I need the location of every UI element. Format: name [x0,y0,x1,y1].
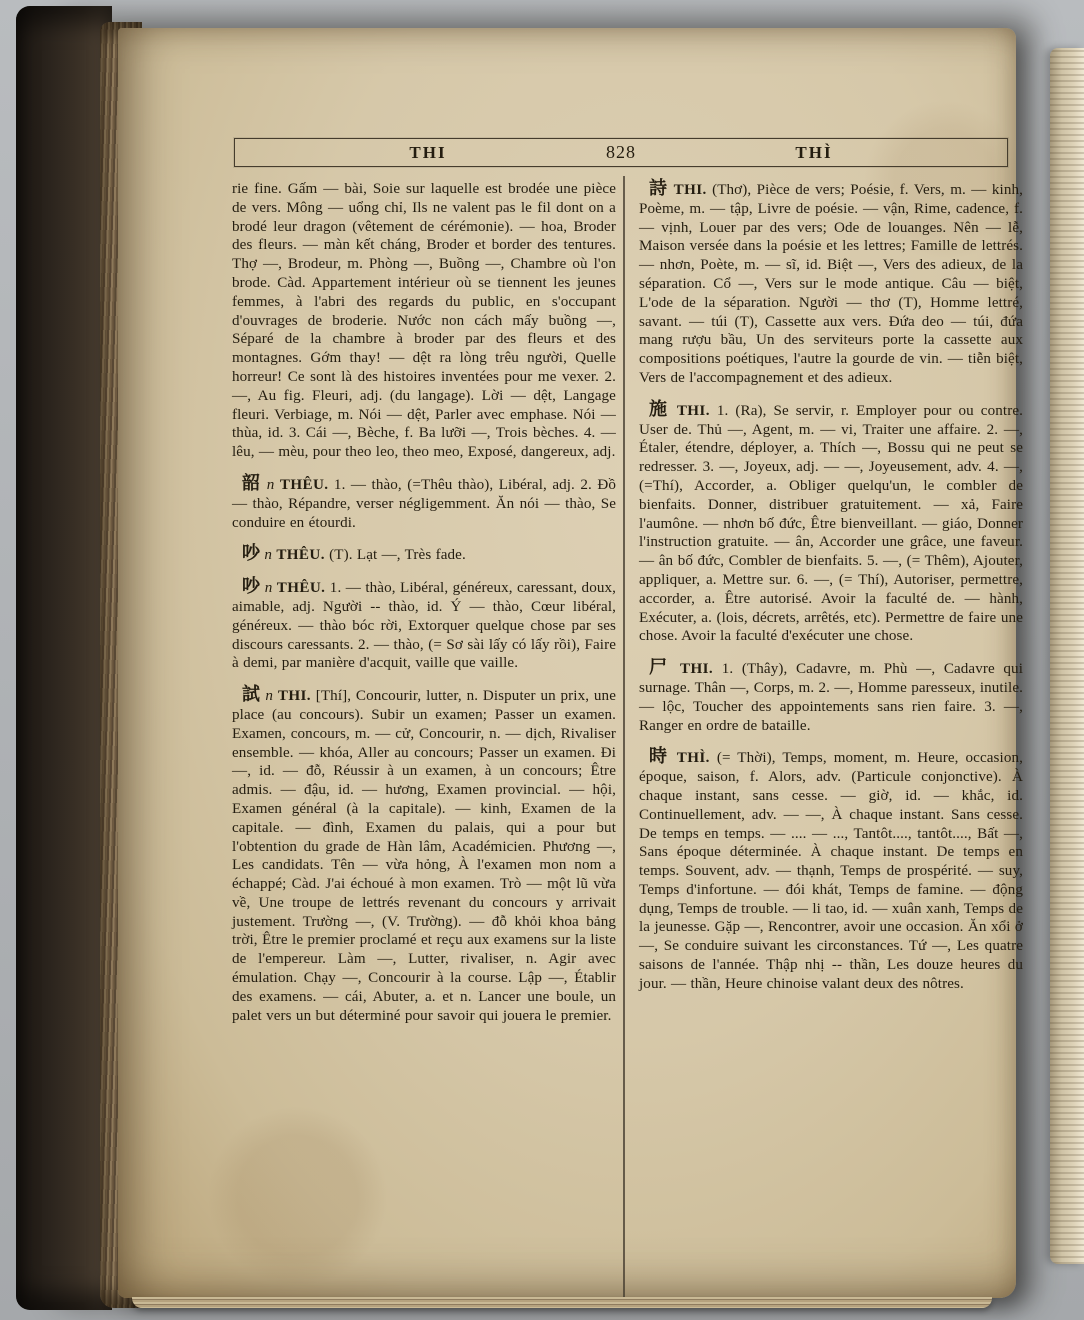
entry-body: (T). Lạt —, Très fade. [329,547,466,564]
entry-headword: THÊU. [276,580,326,597]
entry-headword: THI. [277,688,311,705]
entry-body: 1. — thào, (=Thêu thào), Libéral, adj. 2. Đồ — thào, Répandre, verser négligemment. Ăn nói — thào, Se conduire en étourdi. [232,476,617,531]
entry-headword: THI. [676,402,710,419]
column-divider [623,176,625,1304]
dictionary-entry [639,180,1023,388]
hanzi-character: 詩 [649,178,669,199]
dictionary-entry [639,748,1023,993]
entry-headword: THÊU. [276,547,325,564]
running-head-left: THI [409,143,447,162]
entry-pos: n [265,688,274,705]
right-column [639,180,1023,994]
entry-headword: THI. [673,182,707,198]
left-column [232,180,616,1025]
entry-headword: THÌ. [676,750,710,767]
entry-pos: n [266,476,275,493]
hanzi-character: 尸 [649,657,672,679]
entry-body: [Thí], Concourir, lutter, n. Disputer un prix, une place (au concours). Subir un examen; Passer un examen. Examen, concours, m. — cử, Concourir, n. — dịch, Rivaliser ensemble. — khóa, Aller au concours; Passer un examen. Đi —, id. — đỗ, Réussir à un examen, à un concours; Être admis. — đậu, id. — hương, Examen provincial. — hội, Examen général (à la capitale). — kinh, Examen de la capitale. — đình, Examen du palais, qui a pour but l'obtention du grade de Hàn lâm, Académicien. Phương —, Les candidats. Tên — vừa hỏng, À l'examen mon nom a échappé; Càd. J'ai échoué à mon examen. Trò — một lũ vừa về, Une troupe de lettrés revenant du concours y arrivait justement. Trường —, (V. Trường). — đỗ khỏi khoa bảng trời, Être le premier proclamé et reçu aux examens sur la liste de l'empereur. Làm —, Lutter, rivaliser, n. Agir avec émulation. Chạy —, Concourir à la course. Lập —, Établir des examens. — cái, Abuter, a. et n. Lancer une boule, un palet vers un but déterminé pour savoir qui jouera le premier. [232,688,616,1024]
running-head [234,138,1008,167]
hanzi-character: 試 [242,684,261,706]
entry-pos: n [264,580,273,597]
adjacent-page-edge [1050,48,1084,1264]
bottom-page-edges [132,1297,992,1308]
entry-body: 1. (Thây), Cadavre, m. Phù —, Cadavre qui surnage. Thân —, Corps, m. 2. —, Homme paresseux, inutile. — lộc, Toucher des appointements sans rien faire. 3. —, Ranger en ordre de bataille. [639,661,1023,734]
dictionary-page [118,28,1023,1298]
book-spine [16,6,112,1310]
entry-headword: THI. [680,661,714,678]
dictionary-entry [232,578,616,673]
paragraph-text: rie fine. Gấm — bài, Soie sur laquelle est brodée une pièce de vers. Mông — uổng chỉ, Ils ne valent pas le fil dont on a brodé leur dragon (vêtement de cérémonie). — hoa, Broder des fleurs. — màn kết cháng, Broder et border des tentures. Thợ —, Brodeur, m. Phòng —, Buồng —, Chambre où l'on brode. Càd. Appartement intérieur où se tiennent les jeunes femmes, à l'abri des regards du public, en s'occupant d'ouvrages de broderie. Nước non cách mấy buồng —, Séparé de la chambre à broder par des fleurs et des montagnes. Gớm thay! — dệt ra lòng trêu người, Quelle horreur! Ce sont là des histoires inventées pour me vexer. 2. —, Au fig. Fleuri, adj. (du langage). Lời — dệt, Langage fleuri. Verbiage, m. Nói — dệt, Parler avec emphase. Nói — thùa, id. 3. Cái —, Bèche, f. Ba lưỡi —, Trois bèches. 4. — lêu, — mèu, pour theo leo, theo meo, Exposé, dangereux, adj. [232,181,616,461]
dictionary-entry [639,659,1023,735]
entry-body: 1. (Ra), Se servir, r. Employer pour ou contre. User de. Thủ —, Agent, m. — vi, Traiter une affaire. 2. —, Étaler, étendre, déployer, a. Thích —, Bossu qui ne peut se redresser. 3. —, Joyeux, adj. — —, Joyeusement, adv. 4. —, (=Thí), Accorder, a. Obliger quelqu'un, le combler de bienfaits. Donner, distribuer gratuitement. — xả, Faire l'aumône. — nhơn bố đức, Être bienveillant. — giáo, Donner l'instruction gratuite. — ân, Accorder une grâce, une faveur. — ân bố đức, Combler de bienfaits. 5. —, (= Thêm), Ajouter, appliquer, a. Mettre sur. 6. —, (= Thí), Autoriser, permettre, accorder, a. Être autorisé. Avoir la faculté de. — hành, Exécuter, a. (lois, décrets, arrêtés, etc). Permettre de faire une chose. Avoir la faculté d'exécuter une chose. [639,402,1023,645]
entry-body: 1. — thào, Libéral, généreux, caressant, doux, aimable, adj. Người -- thào, id. Ý — thào, Cœur libéral, généreux. — thào bóc rời, Extorquer quelque chose par ses discours caressants. 2. — thào, (= Sơ sài lấy có lấy rồi), Faire à demi, par manière d'acquit, vaille que vaille. [232,580,617,672]
hanzi-character: 吵 [242,576,261,598]
dictionary-entry [232,472,617,532]
hanzi-character: 時 [649,746,670,768]
dictionary-entry [232,686,616,1025]
page-number: 828 [606,142,636,162]
continued-paragraph [232,180,616,462]
dictionary-entry [639,398,1023,646]
dictionary-entry [232,545,616,565]
entry-pos: n [264,547,273,564]
entry-headword: THÊU. [279,476,329,493]
entry-body: (= Thời), Temps, moment, m. Heure, occasion, époque, saison, f. Alors, adv. (Particule conjonctive). À chaque instant, sans cesse. — giờ, id. — khắc, id. Continuellement, adv. — —, À chaque instant. Sans cesse. De temps en temps. — .... — ..., Tantôt...., tantôt...., Bất —, Sans époque déterminée. À chaque instant. De temps en temps. Souvent, adv. — thạnh, Temps de prospérité. — suy, Temps d'infortune. — đói khát, Temps de famine. — động dụng, Temps de trouble. — li tao, id. — xuân xanh, Temps de la jeunesse. Gặp —, Rencontrer, avoir une occasion. Ăn xổi ở —, Se conduire suivant les circonstances. Tứ —, Les quatre saisons de l'année. Thập nhị -- thần, Les douze heures du jour. — thần, Heure chinoise valant deux des nôtres. [639,750,1023,992]
entry-body: (Thơ), Pièce de vers; Poésie, f. Vers, m. — kinh, Poème, m. — tập, Livre de poésie. — vận, Rime, cadence, f. — vịnh, Louer par des vers; Ode de louanges. Nên — lễ, Maison versée dans la poésie et les lettres; Famille de lettrés. — nhơn, Poète, m. — sĩ, id. Biệt —, Vers des adieux, de la séparation. Cổ —, Vers sur le mode antique. Câu — biệt, L'ode de la séparation. Người — thơ (T), Homme lettré, savant. — túi (T), Cassette aux vers. Đứa deo — túi, đứa mang rượu bầu, Un des serviteurs porte la cassette aux compositions poétiques, l'autre la gourde de vin. — tiễn biệt, Vers de l'accompagnement et des adieux. [639,182,1023,386]
hanzi-character: 吵 [242,543,261,565]
running-head-right: THÌ [795,143,833,162]
hanzi-character: 韶 [242,472,262,494]
hanzi-character: 施 [649,398,670,420]
